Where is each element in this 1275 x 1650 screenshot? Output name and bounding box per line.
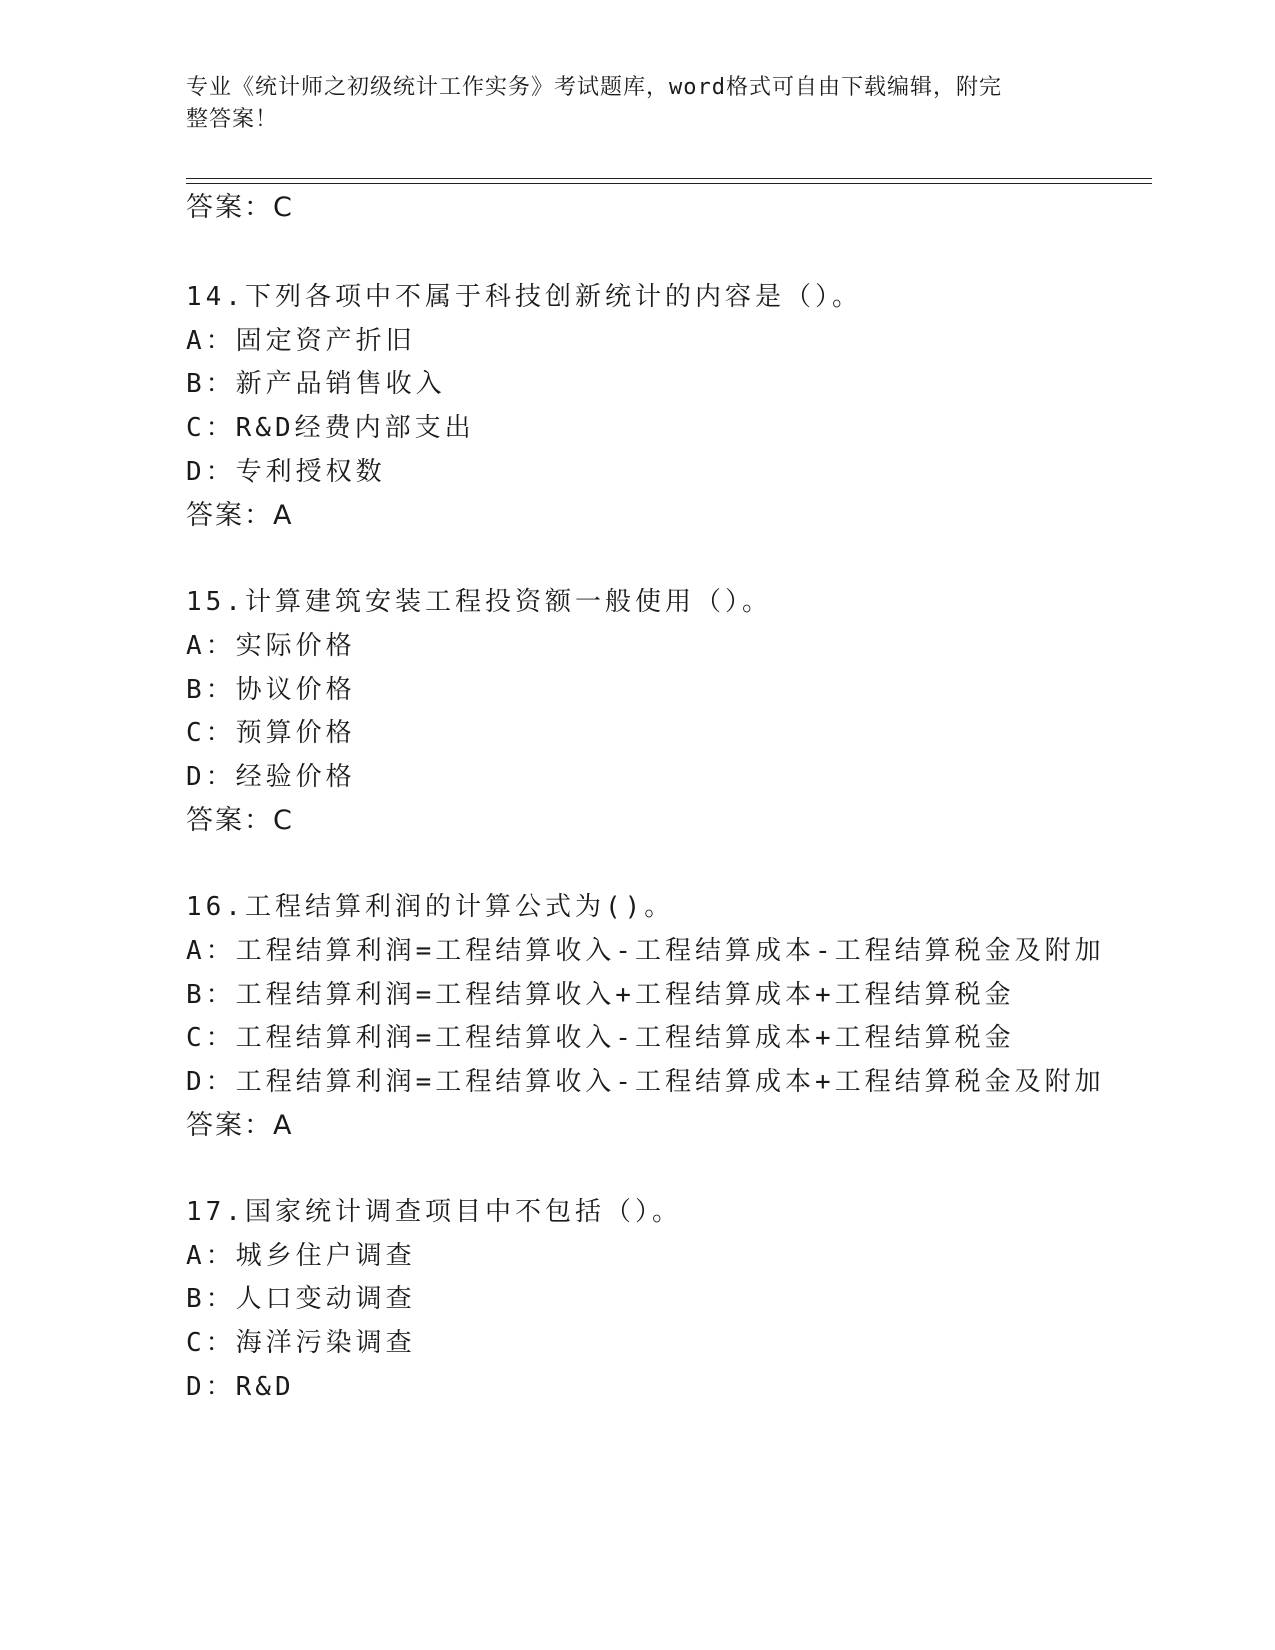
question-15-answer: 答案：C [186,805,294,836]
question-15-stem: 15.计算建筑安装工程投资额一般使用（）。 [186,587,772,617]
question-17-option-a: A：城乡住户调查 [186,1241,416,1271]
question-16-answer: 答案：A [186,1110,294,1141]
header-divider-top [186,178,1152,179]
header-line-1: 专业《统计师之初级统计工作实务》考试题库，word格式可自由下载编辑，附完 [186,75,1002,100]
question-14-option-d: D：专利授权数 [186,457,386,487]
question-15-option-c: C：预算价格 [186,718,356,748]
question-17-stem: 17.国家统计调查项目中不包括（）。 [186,1197,682,1227]
question-15-option-b: B：协议价格 [186,675,356,705]
question-15-option-d: D：经验价格 [186,762,356,792]
question-14-answer: 答案：A [186,500,294,531]
question-14-option-a: A：固定资产折旧 [186,326,416,356]
question-16-option-c: C：工程结算利润=工程结算收入-工程结算成本+工程结算税金 [186,1023,1015,1053]
question-14-option-b: B：新产品销售收入 [186,369,446,399]
question-16-stem: 16.工程结算利润的计算公式为()。 [186,892,675,922]
question-17-option-c: C：海洋污染调查 [186,1328,416,1358]
document-header [186,72,1066,136]
prev-answer: 答案：C [186,192,294,223]
header-line-2: 整答案！ [186,107,279,132]
question-14-stem: 14.下列各项中不属于科技创新统计的内容是（）。 [186,282,862,312]
question-14-option-c: C：R&D经费内部支出 [186,413,475,443]
question-16-option-a: A：工程结算利润=工程结算收入-工程结算成本-工程结算税金及附加 [186,936,1105,966]
header-divider-bottom [186,183,1152,184]
question-15-option-a: A：实际价格 [186,631,356,661]
question-16-option-d: D：工程结算利润=工程结算收入-工程结算成本+工程结算税金及附加 [186,1067,1105,1097]
question-17-option-b: B：人口变动调查 [186,1284,416,1314]
question-17-option-d: D：R&D [186,1372,295,1402]
question-16-option-b: B：工程结算利润=工程结算收入+工程结算成本+工程结算税金 [186,980,1015,1010]
